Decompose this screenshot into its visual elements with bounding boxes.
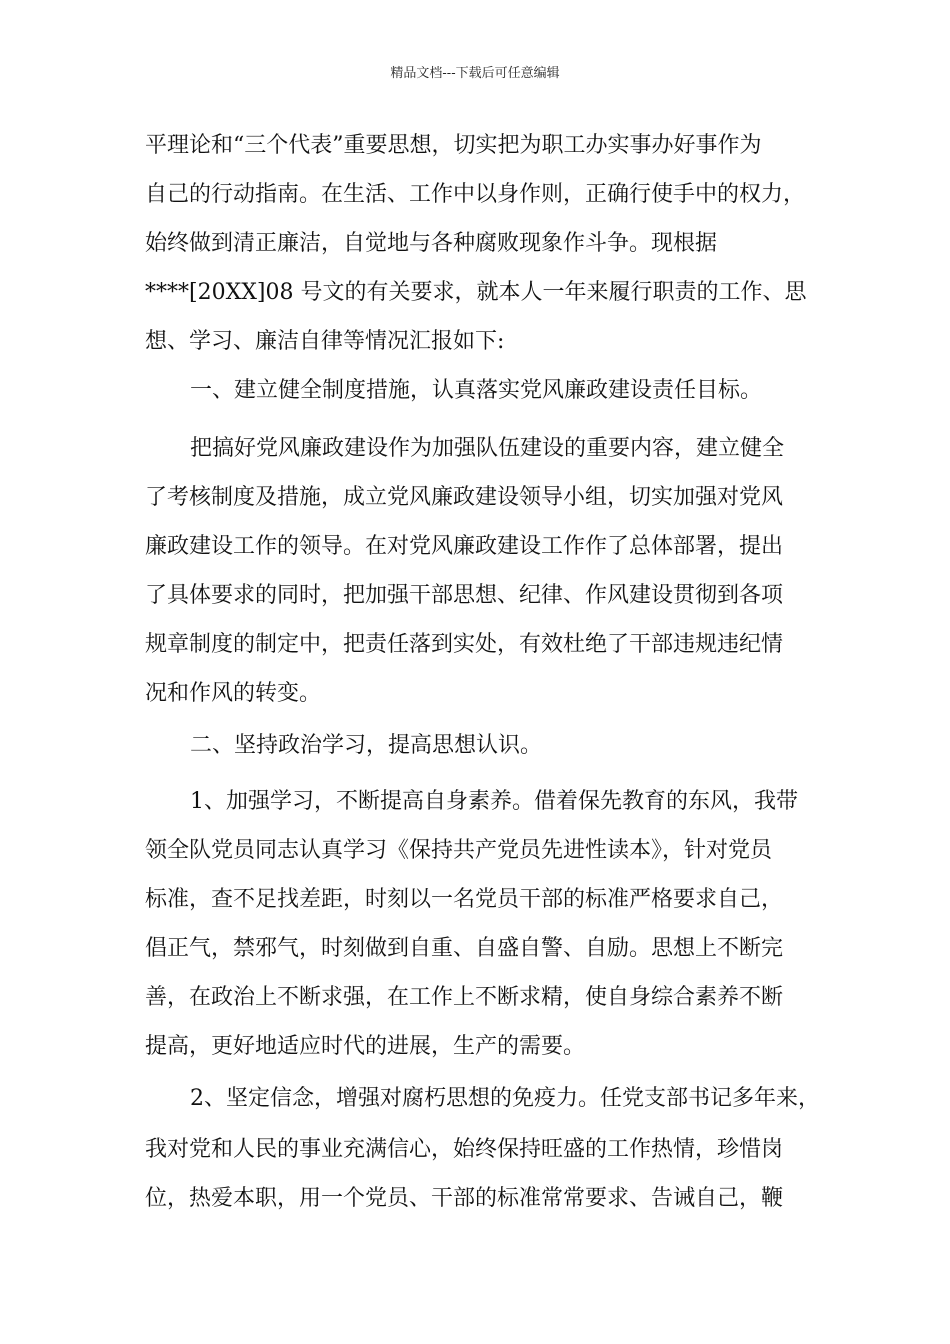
text-line: 2、坚定信念，增强对腐朽思想的免疫力。任党支部书记多年来， bbox=[190, 1086, 820, 1111]
text-line: 领全队党员同志认真学习《保持共产党员先进性读本》，针对党员 bbox=[145, 838, 773, 863]
text-line: 廉政建设工作的领导。在对党风廉政建设工作作了总体部署，提出 bbox=[145, 534, 784, 559]
text-line: 提高，更好地适应时代的进展，生产的需要。 bbox=[145, 1034, 586, 1059]
text-line: ****[20XX]08 号文的有关要求，就本人一年来履行职责的工作、思 bbox=[145, 280, 807, 305]
text-line: 位，热爱本职，用一个党员、干部的标准常常要求、告诫自己，鞭 bbox=[145, 1186, 784, 1211]
section-heading: 一、建立健全制度措施，认真落实党风廉政建设责任目标。 bbox=[190, 378, 763, 403]
text-line: 倡正气，禁邪气，时刻做到自重、自盛自警、自励。思想上不断完 bbox=[145, 936, 784, 961]
text-line: 自己的行动指南。在生活、工作中以身作则，正确行使手中的权力， bbox=[145, 182, 806, 207]
text-line: 把搞好党风廉政建设作为加强队伍建设的重要内容，建立健全 bbox=[190, 436, 785, 461]
text-line: 想、学习、廉洁自律等情况汇报如下: bbox=[145, 329, 505, 354]
text-line: 了考核制度及措施，成立党风廉政建设领导小组，切实加强对党风 bbox=[145, 485, 784, 510]
text-line: 规章制度的制定中，把责任落到实处，有效杜绝了干部违规违纪情 bbox=[145, 632, 784, 657]
text-line: 了具体要求的同时，把加强干部思想、纪律、作风建设贯彻到各项 bbox=[145, 583, 784, 608]
text-line: 善，在政治上不断求强，在工作上不断求精，使自身综合素养不断 bbox=[145, 985, 784, 1010]
text-line: 我对党和人民的事业充满信心，始终保持旺盛的工作热情，珍惜岗 bbox=[145, 1137, 784, 1162]
section-heading: 二、坚持政治学习，提高思想认识。 bbox=[190, 733, 543, 758]
page-header: 精品文档---下载后可任意编辑 bbox=[390, 66, 560, 81]
text-line: 平理论和“三个代表”重要思想，切实把为职工办实事办好事作为 bbox=[145, 133, 762, 158]
text-line: 况和作风的转变。 bbox=[145, 681, 322, 706]
text-line: 标准，查不足找差距，时刻以一名党员干部的标准严格要求自己， bbox=[145, 887, 784, 912]
text-line: 1、加强学习，不断提高自身素养。借着保先教育的东风，我带 bbox=[190, 789, 798, 814]
text-line: 始终做到清正廉洁，自觉地与各种腐败现象作斗争。现根据 bbox=[145, 231, 718, 256]
